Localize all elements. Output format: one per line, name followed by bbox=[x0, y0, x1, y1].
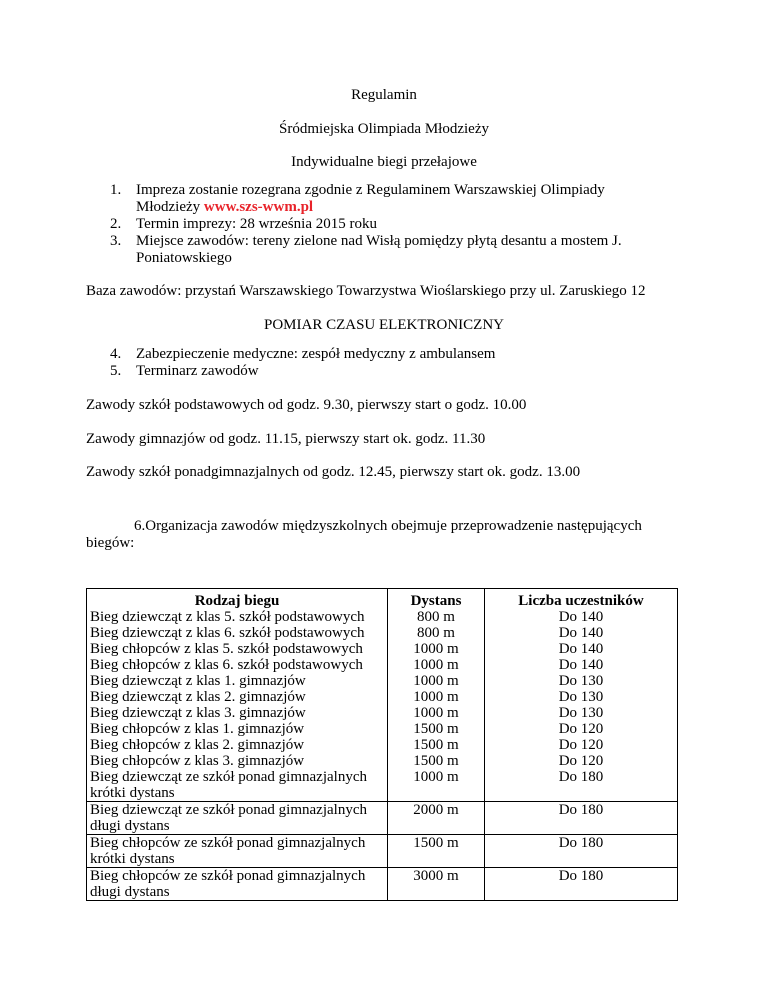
run-distance: 800 m bbox=[417, 609, 455, 625]
schedule-secondary: Zawody szkół ponadgimnazjalnych od godz. 12.45, pierwszy start ok. godz. 13.00 bbox=[86, 464, 581, 480]
run-name-cell bbox=[87, 868, 388, 901]
run-distance: 1000 m bbox=[413, 657, 459, 673]
item-text: Termin imprezy: 28 września 2015 roku bbox=[136, 216, 377, 232]
header-participants: Liczba uczestników bbox=[518, 593, 644, 609]
run-name: Bieg dziewcząt z klas 1. gimnazjów bbox=[90, 673, 306, 689]
run-name: Bieg chłopców z klas 6. szkół podstawowych bbox=[90, 657, 363, 673]
header-run-type: Rodzaj biegu bbox=[194, 593, 280, 609]
item-text: Poniatowskiego bbox=[136, 250, 232, 266]
run-limit: Do 180 bbox=[485, 835, 678, 868]
run-name: krótki dystans bbox=[90, 785, 175, 801]
item-text: Terminarz zawodów bbox=[136, 363, 259, 379]
item-number: 4. bbox=[110, 346, 122, 362]
run-distance: 1500 m bbox=[413, 737, 459, 753]
run-limit: Do 140 bbox=[558, 657, 604, 673]
run-limit: Do 130 bbox=[558, 673, 604, 689]
run-distance: 1500 m bbox=[413, 753, 459, 769]
run-name: Bieg chłopców ze szkół ponad gimnazjalnych bbox=[90, 868, 366, 884]
run-name: Bieg dziewcząt z klas 6. szkół podstawowych bbox=[90, 625, 365, 641]
runs-block-names bbox=[87, 589, 388, 802]
run-limit: Do 180 bbox=[485, 802, 678, 835]
run-distance: 3000 m bbox=[388, 868, 485, 901]
run-distance: 1000 m bbox=[413, 673, 459, 689]
run-name: Bieg chłopców z klas 1. gimnazjów bbox=[90, 721, 305, 737]
runs-table bbox=[86, 588, 678, 901]
runs-block-limits bbox=[485, 589, 678, 802]
list-item bbox=[110, 233, 670, 267]
table-row bbox=[87, 802, 678, 835]
header-distance: Dystans bbox=[410, 593, 462, 609]
run-limit: Do 120 bbox=[558, 737, 604, 753]
runs-block-distances bbox=[388, 589, 485, 802]
run-limit: Do 130 bbox=[558, 689, 604, 705]
table-row bbox=[87, 835, 678, 868]
item-text: Zabezpieczenie medyczne: zespół medyczny z ambulansem bbox=[136, 346, 496, 362]
run-limit: Do 140 bbox=[558, 609, 604, 625]
run-limit: Do 120 bbox=[558, 721, 604, 737]
run-name-cell bbox=[87, 835, 388, 868]
run-distance: 800 m bbox=[417, 625, 455, 641]
run-distance: 1500 m bbox=[388, 835, 485, 868]
run-name: Bieg dziewcząt ze szkół ponad gimnazjalnych bbox=[90, 769, 367, 785]
run-distance: 1000 m bbox=[413, 641, 459, 657]
run-name: Bieg dziewcząt z klas 2. gimnazjów bbox=[90, 689, 306, 705]
run-distance: 1000 m bbox=[413, 689, 459, 705]
run-name: Bieg dziewcząt z klas 3. gimnazjów bbox=[90, 705, 306, 721]
run-limit: Do 180 bbox=[485, 868, 678, 901]
base-location: Baza zawodów: przystań Warszawskiego Towarzystwa Wioślarskiego przy ul. Zaruskiego 12 bbox=[86, 283, 646, 299]
list-item bbox=[110, 182, 670, 216]
run-name: Bieg chłopców z klas 3. gimnazjów bbox=[90, 753, 305, 769]
run-distance: 1500 m bbox=[413, 721, 459, 737]
rules-list-a bbox=[110, 182, 670, 267]
item-text: Młodzieży bbox=[136, 199, 204, 215]
run-name: Bieg chłopców z klas 2. gimnazjów bbox=[90, 737, 305, 753]
run-limit: Do 140 bbox=[558, 625, 604, 641]
run-name: krótki dystans bbox=[90, 851, 175, 867]
schedule-primary: Zawody szkół podstawowych od godz. 9.30, pierwszy start o godz. 10.00 bbox=[86, 397, 527, 413]
item-number: 2. bbox=[110, 216, 122, 232]
organization-text: 6.Organizacja zawodów międzyszkolnych obejmuje przeprowadzenie następujących bbox=[134, 518, 642, 534]
run-limit: Do 120 bbox=[558, 753, 604, 769]
run-name: Bieg dziewcząt z klas 5. szkół podstawowych bbox=[90, 609, 365, 625]
run-name: Bieg chłopców z klas 5. szkół podstawowych bbox=[90, 641, 363, 657]
run-distance: 1000 m bbox=[413, 769, 459, 785]
item-text: Impreza zostanie rozegrana zgodnie z Regulaminem Warszawskiej Olimpiady bbox=[136, 182, 605, 198]
organization-text-cont: biegów: bbox=[86, 535, 135, 551]
run-distance: 2000 m bbox=[388, 802, 485, 835]
list-item bbox=[110, 216, 670, 233]
run-name: długi dystans bbox=[90, 884, 170, 900]
run-name: Bieg chłopców ze szkół ponad gimnazjalnych bbox=[90, 835, 366, 851]
schedule-gymnasium: Zawody gimnazjów od godz. 11.15, pierwszy start ok. godz. 11.30 bbox=[86, 431, 486, 447]
document-title: Regulamin bbox=[351, 87, 417, 103]
list-item bbox=[110, 363, 670, 380]
run-limit: Do 140 bbox=[558, 641, 604, 657]
timing-heading: POMIAR CZASU ELEKTRONICZNY bbox=[264, 317, 504, 333]
run-name: Bieg dziewcząt ze szkół ponad gimnazjalnych bbox=[90, 802, 367, 818]
run-name: długi dystans bbox=[90, 818, 170, 834]
document-subtitle: Śródmiejska Olimpiada Młodzieży bbox=[279, 121, 489, 137]
event-name: Indywidualne biegi przełajowe bbox=[291, 154, 477, 170]
item-number: 1. bbox=[110, 182, 122, 198]
run-limit: Do 180 bbox=[558, 769, 604, 785]
run-distance: 1000 m bbox=[413, 705, 459, 721]
list-item bbox=[110, 346, 670, 363]
item-text: Miejsce zawodów: tereny zielone nad Wisłą pomiędzy płytą desantu a mostem J. bbox=[136, 233, 622, 249]
run-name-cell bbox=[87, 802, 388, 835]
table-row bbox=[87, 589, 678, 802]
website-link[interactable]: www.szs-wwm.pl bbox=[203, 199, 314, 215]
item-number: 3. bbox=[110, 233, 122, 249]
table-row bbox=[87, 868, 678, 901]
run-limit: Do 130 bbox=[558, 705, 604, 721]
item-number: 5. bbox=[110, 363, 122, 379]
rules-list-b bbox=[110, 346, 670, 380]
